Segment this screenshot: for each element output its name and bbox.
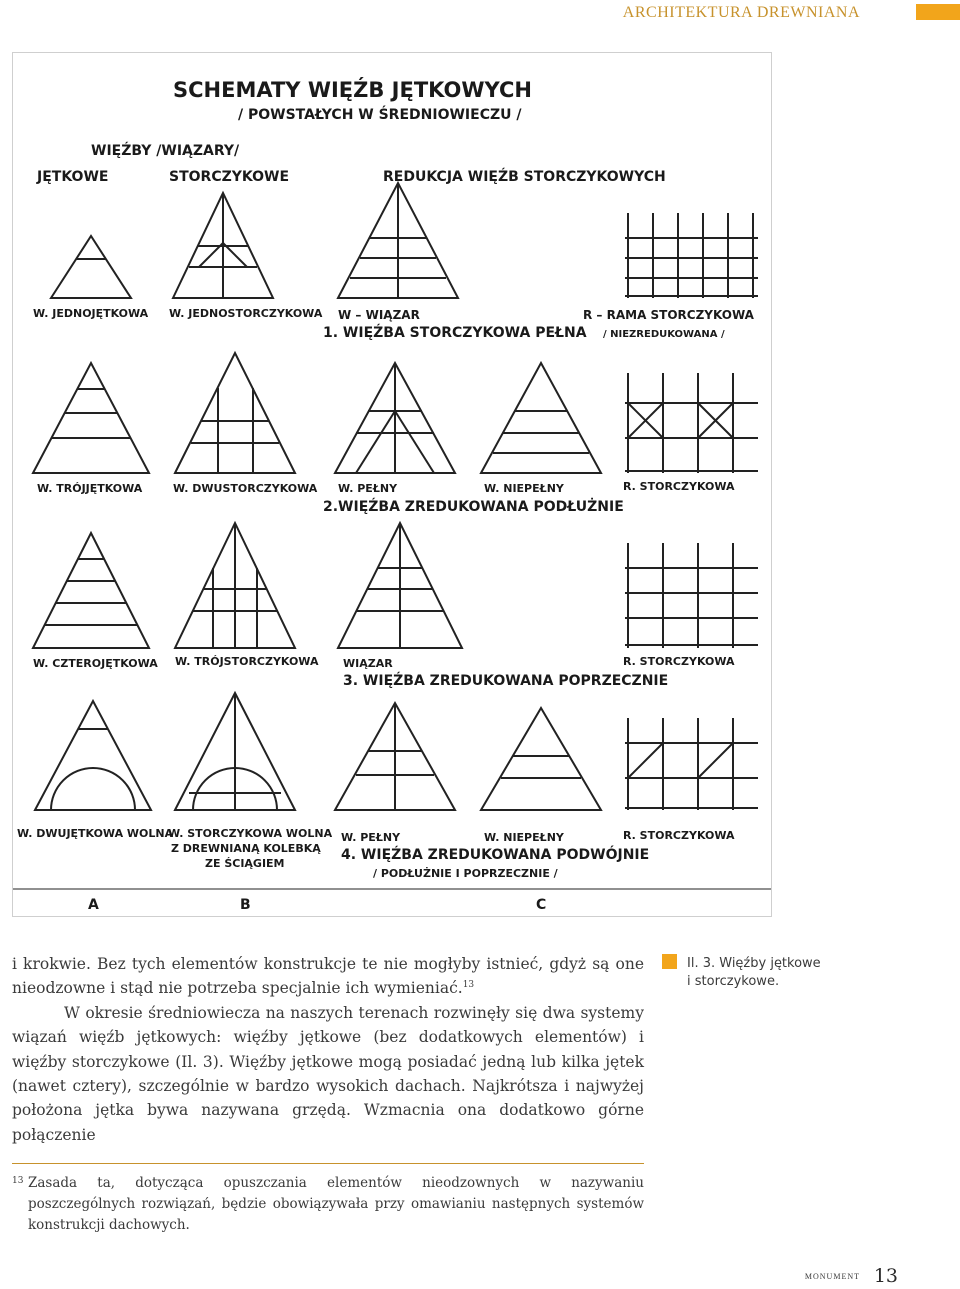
label-storczykowa-wolna-2: Z DREWNIANĄ KOLEBKĄ <box>171 842 321 855</box>
col-label-b: B <box>240 897 251 913</box>
label-wiazar-3: WIĄZAR <box>343 657 393 670</box>
col-header-ab: WIĘŹBY /WIĄZARY/ <box>91 143 240 159</box>
heading-pelna: 1. WIĘŹBA STORCZYKOWA PEŁNA <box>323 325 587 341</box>
footer-magazine: monument <box>804 1268 860 1282</box>
truss-podluznie-pelny <box>335 363 455 473</box>
label-w-pelny-4: W. PEŁNY <box>341 831 401 844</box>
heading-podwojnie-sub: / PODŁUŻNIE I POPRZECZNIE / <box>373 867 558 880</box>
heading-podluznie: 2.WIĘŹBA ZREDUKOWANA PODŁUŻNIE <box>323 499 624 515</box>
label-trojjetkowa: W. TRÓJJĘTKOWA <box>37 482 143 495</box>
paragraph-2: W okresie średniowiecza na naszych terenach rozwinęły się dwa systemy wiązań więźb jętkowych: więźby jętkowe (bez dodatkowych elementów) i więźby storczykowe (Il. 3). Więźby jętkowe mogą posiadać jedną lub kilka jętek (nawet cztery), szczególnie w bardzo wysokich dachach. Najkrótsza i najwyżej położona jętka bywa nazywana grzędą. Wzmacnia ona dodatkowo górne połączenie <box>12 1003 644 1144</box>
label-trojstorczykowa: W. TRÓJSTORCZYKOWA <box>175 655 319 668</box>
truss-podluznie-niepelny <box>481 363 601 473</box>
truss-jednojetkowa <box>51 236 131 298</box>
truss-poprzecznie-wiazar <box>338 523 462 648</box>
caption-accent-square <box>662 954 677 969</box>
footnote-divider <box>12 1163 644 1164</box>
truss-podwojnie-pelny <box>335 703 455 810</box>
paragraph-1 <box>12 952 644 1001</box>
figure-subtitle: / POWSTAŁYCH W ŚREDNIOWIECZU / <box>238 107 522 123</box>
label-w-pelny-2: W. PEŁNY <box>338 482 398 495</box>
truss-pelna-rama <box>625 213 758 298</box>
body-text <box>12 952 644 1147</box>
label-w-niepelny-2: W. NIEPEŁNY <box>484 482 564 495</box>
truss-storczykowa-wolna <box>175 693 295 810</box>
label-r-rama: R – RAMA STORCZYKOWA <box>583 308 754 322</box>
label-jednostorczykowa: W. JEDNOSTORCZYKOWA <box>169 307 323 320</box>
label-jednojetkowa: W. JEDNOJĘTKOWA <box>33 307 149 320</box>
truss-jednostorczykowa <box>173 193 273 298</box>
label-dwustorczykowa: W. DWUSTORCZYKOWA <box>173 482 318 495</box>
col-header-b: STORCZYKOWE <box>169 169 290 185</box>
footnote-ref[interactable]: 13 <box>462 980 475 991</box>
label-czterojetkowa: W. CZTEROJĘTKOWA <box>33 657 158 670</box>
truss-poprzecznie-rama <box>625 543 758 648</box>
footnote-number: 13 <box>12 1176 24 1186</box>
figure-caption <box>662 954 852 991</box>
truss-trojjetkowa <box>33 363 149 473</box>
figure-title: SCHEMATY WIĘŹB JĘTKOWYCH <box>173 78 532 102</box>
label-dwujetkowa-wolna: W. DWUJĘTKOWA WOLNA <box>17 827 174 840</box>
figure-truss-schemes <box>12 52 772 917</box>
heading-podwojnie: 4. WIĘŹBA ZREDUKOWANA PODWÓJNIE <box>341 847 650 863</box>
running-header: ARCHITEKTURA DREWNIANA <box>622 4 860 21</box>
truss-trojstorczykowa <box>175 523 295 648</box>
label-r-storczykowa-4: R. STORCZYKOWA <box>623 829 735 842</box>
col-label-c: C <box>536 897 547 913</box>
paragraph-1-text: i krokwie. Bez tych elementów konstrukcje te nie mogłyby istnieć, gdyż są one nieodzowne i stąd nie potrzeba specjalnie ich wymieniać. <box>12 955 644 998</box>
heading-poprzecznie: 3. WIĘŹBA ZREDUKOWANA POPRZECZNIE <box>343 673 669 689</box>
col-header-c: REDUKCJA WIĘŹB STORCZYKOWYCH <box>383 169 666 185</box>
truss-podluznie-rama <box>625 373 758 473</box>
truss-pelna-wiazar <box>338 183 458 298</box>
caption-line-1: Il. 3. Więźby jętkowe <box>687 956 821 971</box>
page-number: 13 <box>873 1265 898 1287</box>
label-w-niepelny-4: W. NIEPEŁNY <box>484 831 564 844</box>
footnote-text: Zasada ta, dotycząca opuszczania elementów nieodzownych w nazywaniu poszczególnych rozwiązań, będzie obowiązywała przy omawianiu następnych systemów konstrukcji dachowych. <box>28 1175 644 1233</box>
label-r-storczykowa-2: R. STORCZYKOWA <box>623 480 735 493</box>
label-storczykowa-wolna-1: W. STORCZYKOWA WOLNA <box>168 827 333 840</box>
caption-line-2: i storczykowe. <box>687 974 780 989</box>
heading-pelna-sub: / NIEZREDUKOWANA / <box>603 329 725 340</box>
truss-dwujetkowa-wolna <box>35 701 151 810</box>
truss-podwojnie-rama <box>625 718 758 810</box>
col-label-a: A <box>88 897 99 913</box>
label-w-wiazar: W – WIĄZAR <box>338 308 420 322</box>
label-storczykowa-wolna-3: ZE ŚCIĄGIEM <box>205 857 285 870</box>
col-header-a: JĘTKOWE <box>37 169 109 185</box>
truss-podwojnie-niepelny <box>481 708 601 810</box>
truss-diagram <box>13 53 771 916</box>
truss-dwustorczykowa <box>175 353 295 473</box>
footnote <box>12 1173 644 1236</box>
header-accent-block <box>916 4 960 20</box>
truss-czterojetkowa <box>33 533 149 648</box>
label-r-storczykowa-3: R. STORCZYKOWA <box>623 655 735 668</box>
